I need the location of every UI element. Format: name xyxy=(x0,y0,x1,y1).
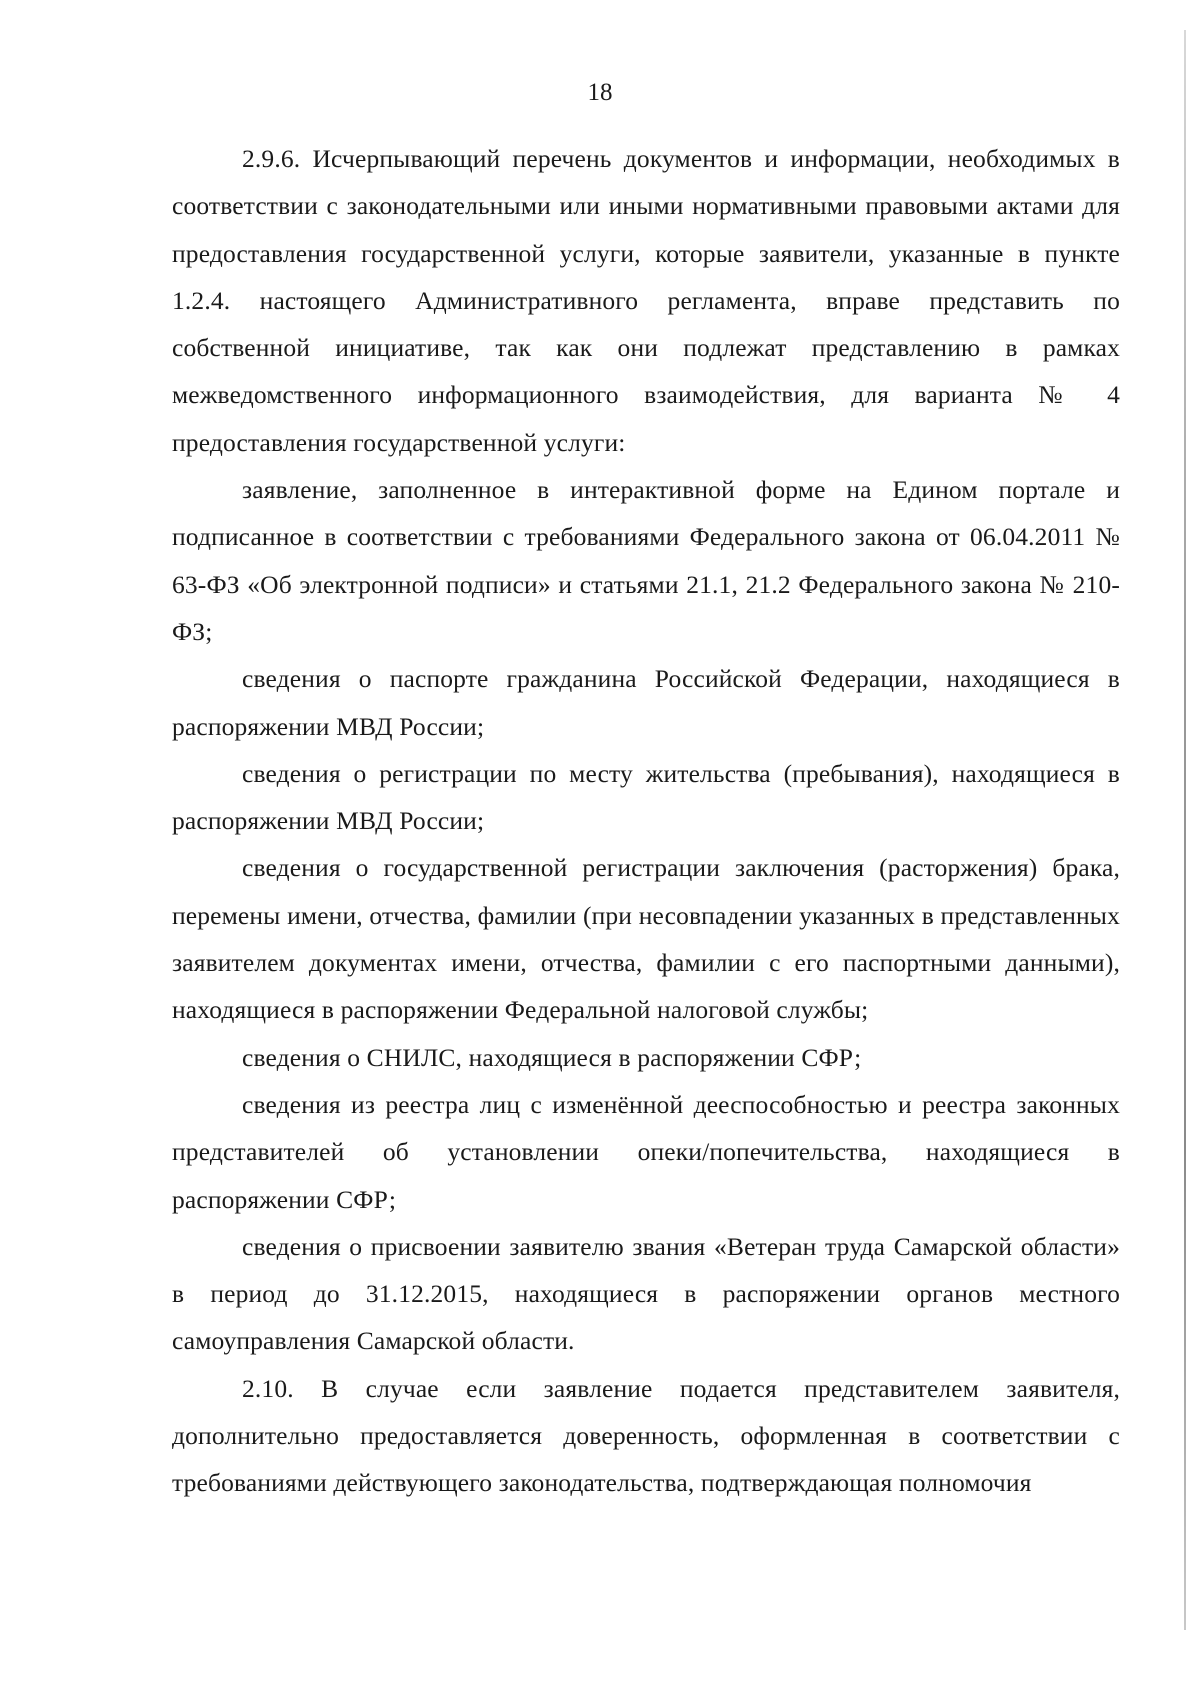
paragraph-2-9-6: 2.9.6. Исчерпывающий перечень документов и информации, необходимых в соответствии с законодательными или иными нормативными правовыми актами для предоставления государственной услуги, которые заявители, указанные в пункте 1.2.4. настоящего Административного регламента, вправе представить по собственной инициативе, так как они подлежат представлению в рамках межведомственного информационного взаимодействия, для варианта № 4 предоставления государственной услуги: xyxy=(172,144,1120,457)
paragraph-marriage: сведения о государственной регистрации заключения (расторжения) брака, перемены имени, отчества, фамилии (при несовпадении указанных в представленных заявителем документах имени, отчества, фамилии с его паспортными данными), находящиеся в распоряжении Федеральной налоговой службы; xyxy=(172,853,1120,1025)
paragraph-passport: сведения о паспорте гражданина Российской Федерации, находящиеся в распоряжении МВД России; xyxy=(172,664,1120,741)
paragraph-registry: сведения из реестра лиц с изменённой дееспособностью и реестра законных представителей об установлении опеки/попечительства, находящиеся в распоряжении СФР; xyxy=(172,1089,1120,1214)
paragraph-application: заявление, заполненное в интерактивной форме на Едином портале и подписанное в соответствии с требованиями Федерального закона от 06.04.2011 № 63-ФЗ «Об электронной подписи» и статьями 21.1, 21.2 Федерального закона № 210-ФЗ; xyxy=(172,475,1120,646)
paragraph-registration: сведения о регистрации по месту жительства (пребывания), находящиеся в распоряжении МВД России; xyxy=(172,758,1120,836)
page-edge-line xyxy=(1184,30,1186,1630)
page-number: 18 xyxy=(587,79,613,106)
paragraph-snils: сведения о СНИЛС, находящиеся в распоряжении СФР; xyxy=(242,1042,862,1072)
paragraph-veteran: сведения о присвоении заявителю звания «Ветеран труда Самарской области» в период до 31.12.2015, находящиеся в распоряжении органов местного самоуправления Самарской области. xyxy=(172,1231,1120,1356)
document-body xyxy=(172,135,1120,1507)
paragraph-2-10: 2.10. В случае если заявление подается представителем заявителя, дополнительно предоставляется доверенность, оформленная в соответствии с требованиями действующего законодательства, подтверждающая полномочия xyxy=(172,1373,1120,1498)
